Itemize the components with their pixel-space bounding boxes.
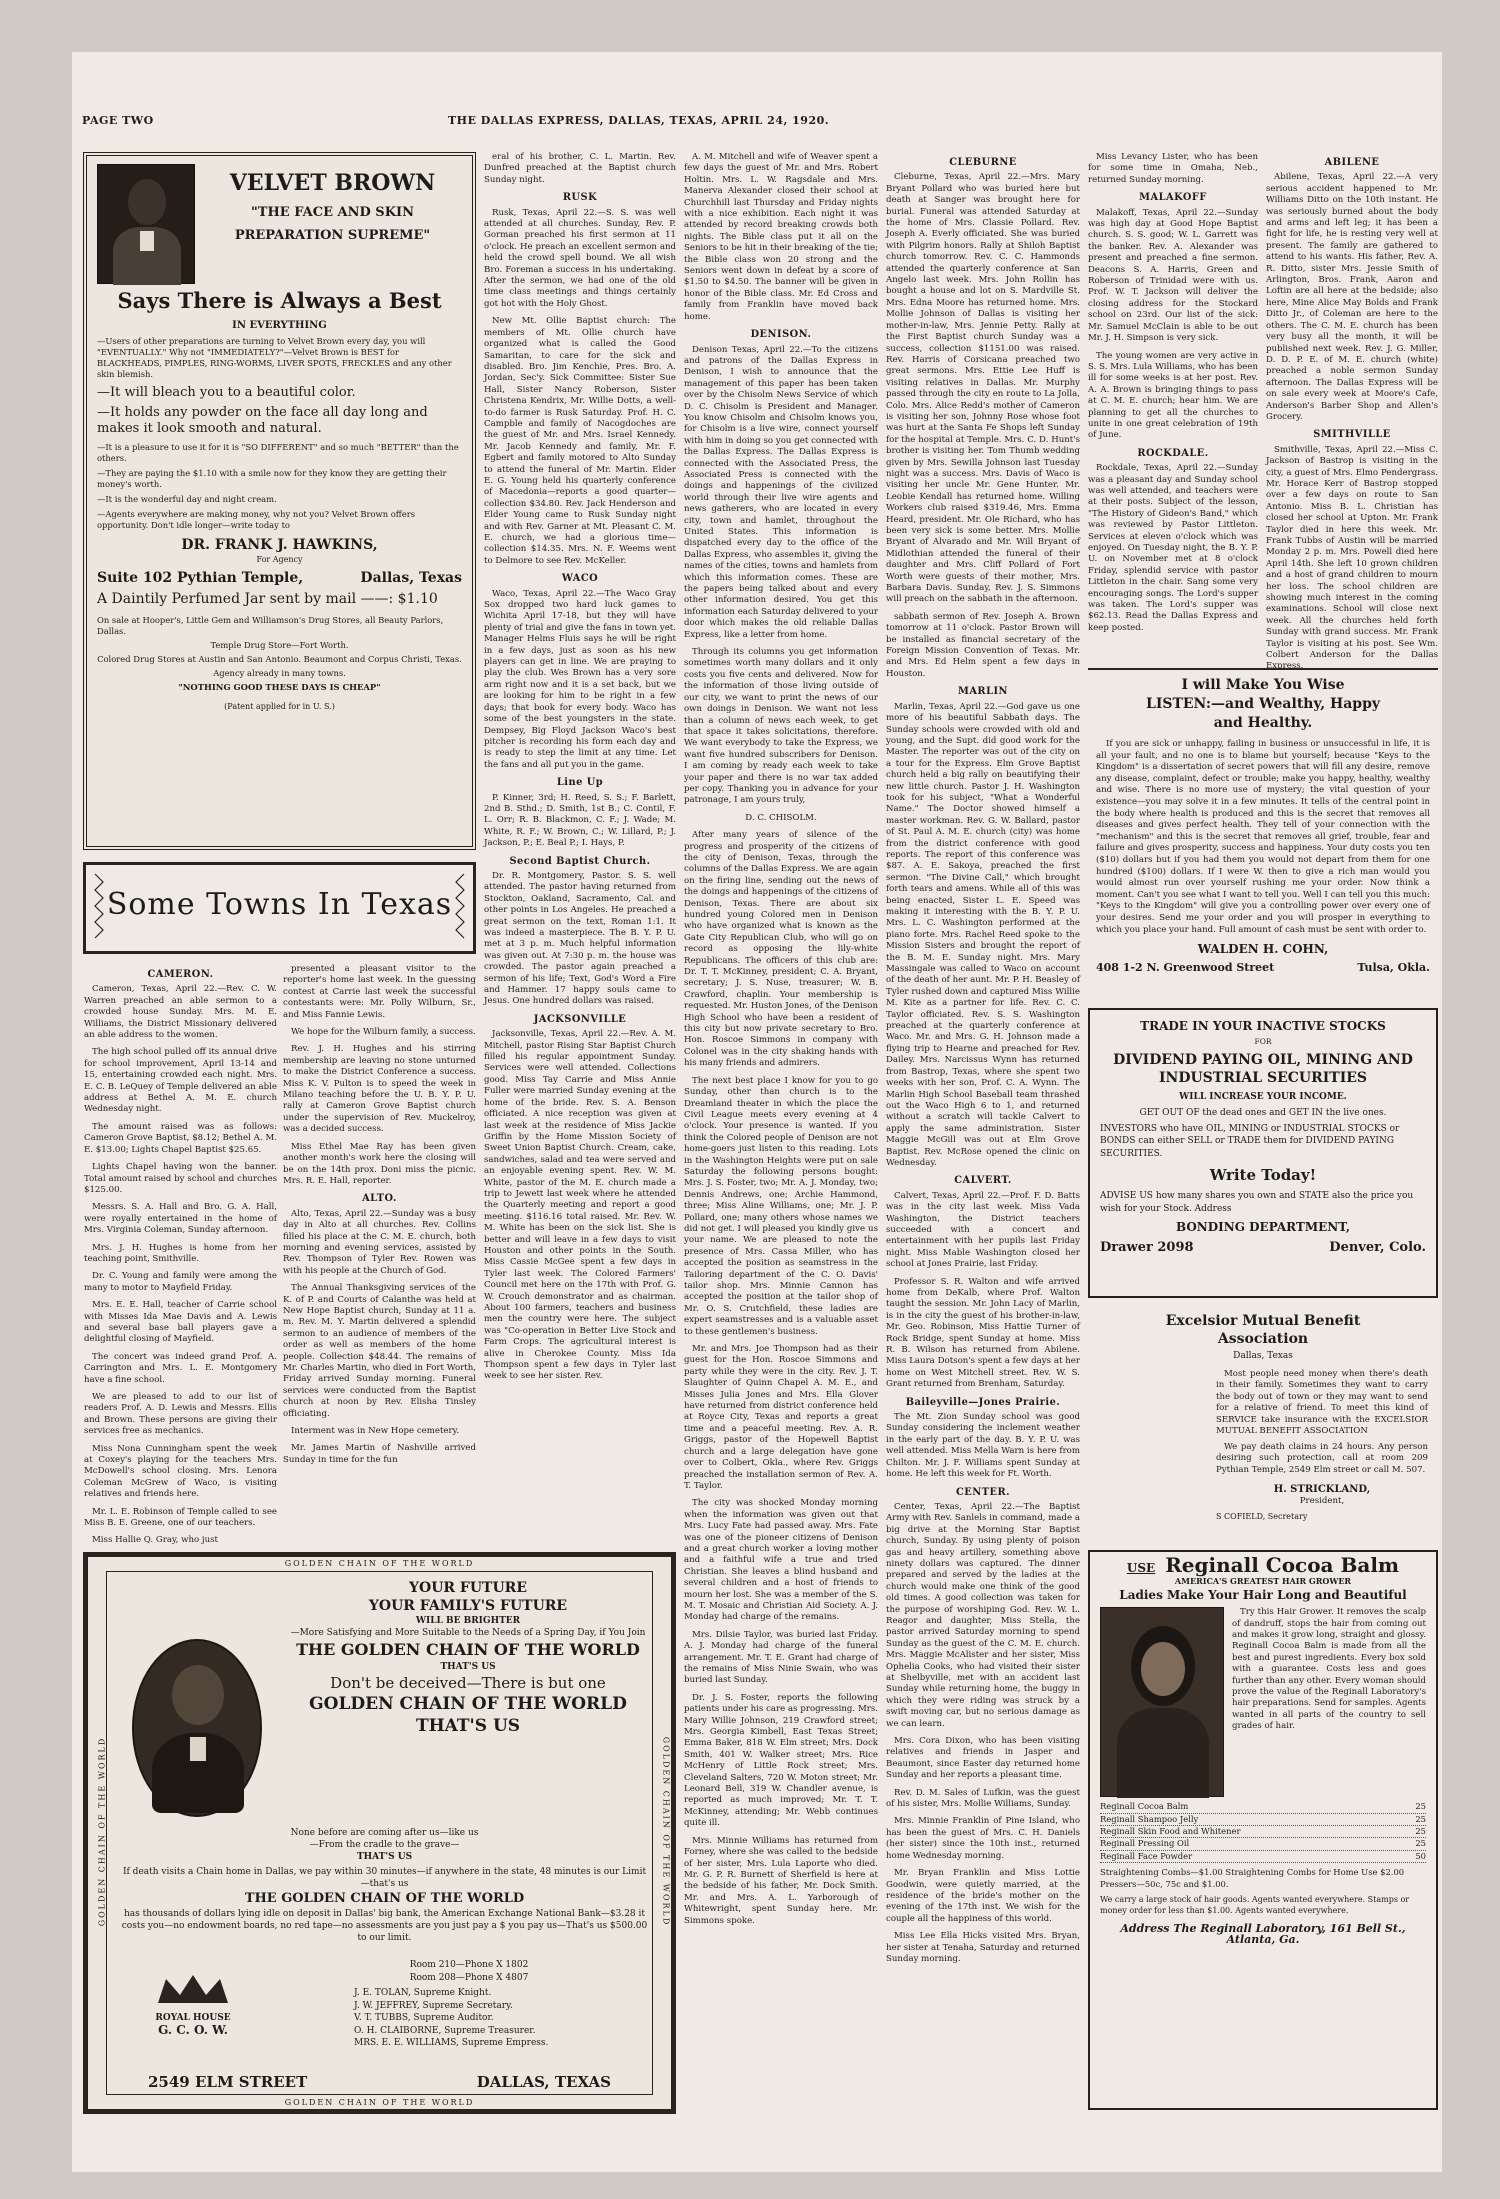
article-text: The concert was indeed grand Prof. A. Carrington and Mrs. L. E. Montgomery have a fine school.	[84, 1351, 277, 1385]
excelsior-ad	[1088, 1306, 1438, 1542]
masthead-line: THE DALLAS EXPRESS, DALLAS, TEXAS, APRIL 24, 1920.	[448, 114, 830, 127]
excelsior-sec: S COFIELD, Secretary	[1216, 1512, 1308, 1521]
gc-officer: J. W. JEFFREY, Supreme Secretary.	[354, 2000, 513, 2011]
gc-frame-bottom: GOLDEN CHAIN OF THE WORLD	[284, 2098, 475, 2107]
heading-malakoff: MALAKOFF	[1139, 192, 1207, 204]
article-text: Miss Levancy Lister, who has been for some time in Omaha, Neb., returned Sunday morning.	[1088, 152, 1258, 185]
article-text: Rusk, Texas, April 22.—S. S. was well attended at all churches. Sunday, Rev. P. Gorman preached his first sermon at 11 o'clock. He preach an excellent sermon and held the crowd spell bound. We all wish Bro. Foreman a success in his undertaking. After the sermon, we had one of the old time class meetings and things certainly got hot with the Holy Ghost.	[484, 207, 676, 309]
article-text: Mr. and Mrs. Joe Thompson had as their guest for the Hon. Roscoe Simmons and party while they were in the city. Rev. J. T. Slaughter of Quinn Chapel A. M. E., and Misses Julia Jones and Mrs. Ella Glover have returned from district conference held at Royce City, Texas and reports a great time and a peaceful meeting. Rev. A. R. Griggs, pastor of the Hopewell Baptist church and a large delegation have gone over to Colbert, Okla., where Rev. Griggs preached the installation sermon of Rev. A. T. Taylor.	[684, 1344, 878, 1491]
stocks-b2: INVESTORS who have OIL, MINING or INDUSTRIAL STOCKS or BONDS can either SELL or TRADE them for DIVIDEND PAYING SECURITIES.	[1100, 1123, 1400, 1159]
price-item: Reginall Pressing Oil	[1100, 1838, 1190, 1849]
cocoa-brand: Reginall Cocoa Balm	[1165, 1553, 1400, 1577]
article-text: Rev. D. M. Sales of Lufkin, was the guest of his sister, Mrs. Mollie Williams, Sunday.	[886, 1787, 1080, 1810]
velvet-slogan: Says There is Always a Best	[117, 288, 442, 313]
velvet-body5: —Agents everywhere are making money, why not you? Velvet Brown offers opportunity. Don't idle longer—write today to	[97, 509, 416, 530]
gc-frame-top: GOLDEN CHAIN OF THE WORLD	[284, 1559, 475, 1568]
gc-frame-right: GOLDEN CHAIN OF THE WORLD	[661, 1736, 671, 1927]
gc-family-future: YOUR FAMILY'S FUTURE	[368, 1598, 568, 1614]
article-text: Calvert, Texas, April 22.—Prof. F. D. Batts was in the city last week. Miss Vada Washington, the District teachers succeeded with a concert and entertainment with her pupils last Friday night. Miss Mable Washington closed her school at Jones Prairie, last Friday.	[886, 1190, 1080, 1270]
velvet-city: Dallas, Texas	[360, 570, 462, 586]
gc-frame-left: GOLDEN CHAIN OF THE WORLD	[97, 1736, 107, 1927]
price-value: 25	[1415, 1813, 1426, 1824]
article-text: eral of his brother, C. L. Martin. Rev. Dunfred preached at the Baptist church Sunday night.	[484, 152, 676, 185]
cocoa-use: USE	[1126, 1561, 1156, 1575]
article-text: P. Kinner, 3rd; H. Reed, S. S.; F. Barlett, 2nd B. Sthd.; D. Smith, 1st B.; C. Contil, F. L. Orr; R. B. Blackmon, C. F.; J. Wade; M. White, R. F.; W. Brown, C.; W. Lillard, P.; J. Jackson, P.; E. Beal P.; I. Hays, P.	[484, 792, 676, 849]
article-text: Dr. C. Young and family were among the many to motor to Mayfield Friday.	[84, 1271, 277, 1293]
heading-calvert: CALVERT.	[954, 1175, 1012, 1187]
column-malakoff-rockdale	[1088, 152, 1258, 662]
article-text: Mrs. E. E. Hall, teacher of Carrie school with Misses Ida Mae Davis and A. Lewis and several base ball players gave a delightful closing of Mayfield.	[84, 1300, 277, 1345]
gc-l4: —More Satisfying and More Suitable to the Needs of a Spring Day, if You Join	[290, 1628, 646, 1638]
heading-abilene: ABILENE	[1324, 157, 1380, 168]
page-number: PAGE TWO	[82, 114, 154, 127]
walden-h1: I will Make You Wise	[1181, 677, 1345, 693]
article-text: Through its columns you get information sometimes worth many dollars and it only costs you five cents and delivered. Now for the information of those living outside of our city, we want to print the news of our own doings in Denison. We want not less than a column of news each week, to get that space it takes solicitations, therefore. We want everybody to take the Express, we want five hundred subscribers for Denison. I am coming by ready each week to take your paper and there is no war tax added per copy. Thanking you in advance for your patronage, I am yours truly,	[684, 647, 878, 806]
article-text: Marlin, Texas, April 22.—God gave us one more of his beautiful Sabbath days. The Sunday schools were crowded with old and young, and the Supt. did good work for the Master. The reporter was out of the city on a tour for the Express. Elm Grove Baptist church held a big rally on beautifying their new little church. Pastor J. H. Washington took for his subject, "What a Wonderful Name." The Doctor showed himself a master workman. Rev. G. W. Ballard, pastor of St. Paul A. M. E. church (city) was home from the district conference with good reports. The report of this conference was $87. A. E. Sakoya, preached the first sermon. "The Divine Call," which brought forth tears and amens. While all of this was being enacted, Sister L. E. Speed was making it interesting with the B. Y. P. U. Mrs. L. C. Washington performed at the piano forte. Mrs. Rachel Reed spoke to the Mission Sisters and brought the report of the B. M. E. Sunday night. Mrs. Mary Massingale was called to Waco on account of the death of her aunt. Mr. P. H. Beasley of Tyler rushed down and captured Miss Willie M. Kite as a partner for life. Rev. C. C. Taylor officiated. Rev. S. S. Washington preached at the quarterly conference at Waco. Mr. and Mrs. G. H. Johnson made a flying trip to Hearne and preached for Rev. Dailey. Mrs. Narcissus Wynn has returned from Bastrop, Texas, where she spent two weeks with her son, Prof. C. A. Wynn. The Marlin High School Baseball team thrashed out the Waco High 6 to 1, and returned without a scratch will tackle Calvert to apply the same administration. Sister Maggie McGill was out at Elm Grove Baptist. Rev. McRose opened the clinic on Wednesday.	[886, 701, 1080, 1168]
article-text: Mrs. Dilsie Taylor, was buried last Friday. A. J. Monday had charge of the funeral arrangement. Mr. T. E. Grant had charge of the remains of Miss Ninie Swain, who was buried last Sunday.	[684, 1629, 878, 1686]
portrait-collar	[140, 231, 154, 251]
gc-thats-us2: THAT'S US	[415, 1716, 521, 1736]
gc-l10: None before are coming after us—like us	[290, 1828, 479, 1838]
towns-title: Some Towns In Texas	[106, 887, 453, 922]
article-text: We hope for the Wilburn family, a success.	[291, 1027, 476, 1038]
walden-cohn-ad	[1088, 668, 1438, 1000]
stocks-b1: GET OUT OF the dead ones and GET IN the live ones.	[1139, 1108, 1387, 1118]
walden-city: Tulsa, Okla.	[1357, 960, 1430, 974]
cocoa-pricelist	[1100, 1801, 1426, 1945]
gc-name1: THE GOLDEN CHAIN OF THE WORLD	[296, 1640, 640, 1659]
velvet-agency: For Agency	[256, 555, 303, 564]
velvet-bleach: —It will bleach you to a beautiful color.	[97, 385, 356, 400]
column-cleburne-marlin	[886, 152, 1080, 2112]
towns-banner	[83, 862, 476, 954]
price-value: 25	[1415, 1838, 1426, 1849]
heading-center: CENTER.	[955, 1486, 1011, 1498]
cocoa-sub: AMERICA'S GREATEST HAIR GROWER	[1174, 1576, 1352, 1587]
column-cameron	[84, 964, 277, 1544]
velvet-body2: —It is a pleasure to use it for it is "SO DIFFERENT" and so much "BETTER" than the others.	[97, 442, 459, 463]
velvet-sub1: "THE FACE AND SKIN	[251, 205, 414, 220]
article-text: Mrs. J. H. Hughes is home from her teaching point, Smithville.	[84, 1242, 277, 1264]
article-text: presented a pleasant visitor to the reporter's home last week. In the guessing contest at Carrie last week the successful contestants were: Mr. Polly Wilburn, Sr., and Miss Fannie Lewis.	[283, 964, 476, 1020]
gc-l14: —that's us	[360, 1879, 409, 1889]
price-value: 25	[1415, 1826, 1426, 1837]
heading-alto: ALTO.	[362, 1193, 397, 1205]
price-value: 50	[1415, 1850, 1426, 1861]
heading-smithville: SMITHVILLE	[1313, 429, 1391, 441]
gc-officer: V. T. TUBBS, Supreme Auditor.	[354, 2013, 494, 2023]
article-text: Center, Texas, April 22.—The Baptist Army with Rev. Sanlels in command, made a big drive at the Morning Star Baptist church, Sunday. By using plenty of poison gas and heavy artillery, something above ninety dollars was captured. The dinner prepared and served by the ladies at the church would make one think of the good old times. A good collection was taken for the purpose of worshiping God. Rev. W. L. Reagor and daughter, Miss Stella, the pastor arrived Saturday morning to spend Sunday as the guest of the C. M. E. church. Mrs. Maggie McAlister and her sister, Miss Ophelia Cooks, who had visited their sister at Shelbyville, met with an accident last Sunday while returning home, the buggy in which they were riding was struck by a swift moving car, but no serious damage as we can learn.	[886, 1501, 1080, 1729]
golden-chain-ad	[83, 1552, 676, 2114]
article-text: Miss Ethel Mae Ray has been given another month's work here the closing will be on the 14th prox. Doni miss the picnic. Mrs. R. E. Hall, reporter.	[283, 1141, 476, 1186]
cocoa-balm-ad	[1088, 1550, 1438, 2110]
heading-jacksonville: JACKSONVILLE	[533, 1013, 627, 1025]
stocks-city: Denver, Colo.	[1329, 1239, 1426, 1255]
gc-l16: has thousands of dollars lying idle on deposit in Dallas' big bank, the American Exchange National Bank—$3.28 it costs you—no endowment boards, no red tape—no assessments are you just pay a $ you pay us—That's us $500.00 to our limit.	[121, 1909, 648, 1943]
article-text: Cleburne, Texas, April 22.—Mrs. Mary Bryant Pollard who was buried here but death at Sanger was brought here for burial. Funeral was attended Saturday at the home of Mrs. Classie Pollard. Rev. Joseph A. Everly officiated. She was buried with Pilgrim honors. Rally at Shiloh Baptist church tomorrow. Rev. C. C. Hammonds attended the quarterly conference at San Angelo last week. Mrs. John Rollin has bought a house and lot on S. Mardville St. Mrs. Edna Moore has returned home. Mrs. Mollie Johnson of Dallas is visiting her mother-in-law, Mrs. Jennie Petty. Rally at the First Baptist church Sunday was a success, collection $1151.00 was raised. Rev. Harris of Corsicana preached two great sermons. Mrs. Ettie Lee Huff is visiting relatives in Dallas. Mr. Murphy passed through the city en route to La Jolla, Colo. Mrs. Alice Redd's mother of Cameron is visiting her son, Johnny Rose whose foot was hurt at the Santa Fe Shops left Sunday for the hospital at Temple. Mrs. C. D. Hunt's brother is visiting her. Tom Thumb wedding given by Mrs. Sewilla Johnson last Tuesday night was a success. Mrs. Davis of Waco is visiting her uncle Mr. Gene Hunter. Mr. Leobie Kendall has returned home. Willing Workers club raised $319.46, Mrs. Emma Heard, president. Mr. Ole Richard, who has been very sick is some better. Mrs. Mollie Bryant of Alvarado and Mr. Will Bryant of Midlothian attended the funeral of their daughter and Mrs. Cliff Pollard of Fort Worth were guests of their mother, Mrs. Barbara Davis. Sunday, Rev. J. S. Simmons will preach on the sabbath in the afternoon.	[886, 172, 1080, 605]
article-text: New Mt. Ollie Baptist church: The members of Mt. Ollie church have organized what is called the Good Samaritan, to care for the sick and disabled. Bro. Jim Kenchie, Pres. Bro. A. Jordan, Sec'y. Sick Committee: Sister Sue Hall, Sister Nancy Roberson, Sister Christena Kendrix, Mr. Willie Dotts, a well-to-do farmer is Rusk Saturday. Prof. H. C. Campble and family of Nacogdoches are the guest of Mr. and Mrs. Israel Kennedy. Mr. Jacob Kennedy and family, Mr. F. Egbert and family motored to Alto Sunday to attend the funeral of Mr. Martin. Elder E. G. Young held his quarterly conference of Macedonia—reports a good quarter—collection $34.80. Rev. Jack Henderson and Elder Young came to Rusk Sunday night and with Rev. Garner at Mt. Pleasant C. M. E. church, we had a glorious time—collection $14.35. Mrs. N. F. Weems went to Delmore to see Rev. McKeller.	[484, 316, 676, 566]
gc-deceived: Don't be deceived—There is but one	[330, 1674, 606, 1692]
article-text: Dr. J. S. Foster, reports the following patients under his care as progressing. Mrs. Mary Willie Johnson, 219 Crawford street; Mrs. Georgia Kimbell, East Texas Street; Emma Baker, 818 W. Elm street; Mrs. Dock Smith, 401 W. Walker street; Mrs. Rice McHenry of Little Rock street; Mrs. Cleveland Salters, 720 W. Moton street; Mr. Leonard Bell, 319 W. Chandler avenue, is reported as much improved; Mr. T. T. McKinney, attending; Mr. Webb continues quite ill.	[684, 1692, 878, 1829]
heading-waco: WACO	[561, 573, 599, 585]
gc-l11: —From the cradle to the grave—	[309, 1840, 460, 1850]
article-text: Messrs. S. A. Hall and Bro. G. A. Hall, were royally entertained in the home of Mrs. Virginia Coleman, Sunday afternoon.	[84, 1202, 277, 1236]
velvet-body1: —Users of other preparations are turning to Velvet Brown every day, you will "EVENTUALLY." Why not "IMMEDIATELY?"—Velvet Brown is BEST for BLACKHEADS, PIMPLES, RING-WORMS, LIVER SPOTS, FRECKLES and any other skin blemish.	[97, 336, 452, 379]
stocks-h1: TRADE IN YOUR INACTIVE STOCKS	[1140, 1019, 1386, 1033]
article-text: After many years of silence of the progress and prosperity of the citizens of the city of Denison, Texas, through the columns of the Dallas Express. We are again on the firing line, sending out the news of the doings and happenings of the citizens of Denison, Texas. There are about six hundred young Colored men in Denison who have organized what is known as the Gate City Republican Club, who will go on record as opposing the lily-white Republicans. The officers of this club are: Dr. T. T. McKinney, president; C. A. Bryant, secretary; J. S. Nuse, treasurer; W. B. Crawford, chaplin. Your membership is requested. Mr. Huston Jones, of the Denison High School who have been a resident of this city but now private secretary to Bro. Hon. Roscoe Simmons in company with Colonel was in the city shaking hands with his many friends and admirers.	[684, 830, 878, 1069]
heading-baileyville: Baileyville—Jones Prairie.	[905, 1396, 1061, 1408]
cocoa-stock: We carry a large stock of hair goods. Agents wanted everywhere. Stamps or money order for less than $1.00. Agents wanted everywhere.	[1100, 1895, 1410, 1916]
velvet-colored: Colored Drug Stores at Austin and San Antonio. Beaumont and Corpus Christi, Texas.	[97, 654, 462, 664]
article-text: Miss Nona Cunningham spent the week at Coxey's playing for the teachers Mrs. McDowell's school closing. Mrs. Lenora Coleman McGrew of Waco, is visiting relatives and friends here.	[84, 1443, 277, 1500]
article-text: Mrs. Minnie Williams has returned from Forney, where she was called to the bedside of her sister, Mrs. Lula Laporte who died. Mr. G. P. R. Burnett of Sherfield is here at the bedside of his father, Mr. Dock Smith. Mr. and Mrs. A. L. Yarborough of Whitewright, spent Sunday here. Mr. Simmons spoke.	[684, 1835, 878, 1926]
velvet-brown-ad	[83, 152, 476, 850]
article-text: The young women are very active in S. S. Mrs. Lula Williams, who has been ill for some weeks is at her post. Rev. A. A. Brown is bringing things to pass at C. M. E. church; hear him. We are planning to get all the churches to unite in one great celebration of 19th of June.	[1088, 350, 1258, 441]
walden-h2: LISTEN:—and Wealthy, Happy	[1145, 696, 1381, 712]
article-text: Rev. J. H. Hughes and his stirring membership are leaving no stone unturned to make the District Conference a success. Miss K. V. Pulton is to speed the week in Milano teaching before the U. B. Y. P. U. rally at Cameron Grove Baptist church under the supervision of Rev. Muckelroy, was a decided success.	[283, 1044, 476, 1135]
gc-name2: GOLDEN CHAIN OF THE WORLD	[309, 1694, 627, 1714]
article-text: sabbath sermon of Rev. Joseph A. Brown tomorrow at 11 o'clock. Pastor Brown will be installed as financial secretary of the Foreign Mission Convention of Texas. Mr. and Mrs. Ed Helm spent a few days in Houston.	[886, 611, 1080, 679]
excelsior-prestitle: President,	[1299, 1495, 1345, 1506]
article-text: Mr. Bryan Franklin and Miss Lottie Goodwin, were quietly married, at the residence of the bride's mother on the evening of the 17th inst. We wish for the couple all the happiness of this world.	[886, 1868, 1080, 1924]
article-text: Rockdale, Texas, April 22.—Sunday was a pleasant day and Sunday school was well attended, and teachers were at their posts. Subject of the lesson, "The History of Gideon's Band," which was reviewed by Pastor Littleton. Services at eleven o'clock which was enjoyed. On Tuesday night, the B. Y. P. U. on November met at 8 o'clock Friday, splendid service with pastor Littleton in the chair. Sang some very encouraging songs. The Lord's supper was taken. The Lord's supper was $62.13. Read the Dallas Express and keep posted.	[1088, 463, 1258, 633]
article-text: Mr. James Martin of Nashville arrived Sunday in time for the fun	[283, 1443, 476, 1465]
article-text: Smithville, Texas, April 22.—Miss C. Jackson of Bastrop is visiting in the city, a guest of Mrs. Elmo Pendergrass. Mr. Horace Kerr of Bastrop stopped over a few days on route to San Antonio. Miss B. L. Christian has closed her school at Upton. Mr. Frank Taylor died in here this week. Mr. Frank Tubbs of Austin will be married Monday 2 p. m. Mrs. Powell died here April 14th. She left 10 grown children and a host of grand children to mourn her loss. The school children are showing much interest in the coming examinations. School will close next week. All the churches held forth Sunday with grand success. Mr. Frank Taylor is visiting at his post. See Wm. Colbert Anderson for the Dallas Express.	[1266, 444, 1438, 672]
stocks-dept: BONDING DEPARTMENT,	[1175, 1220, 1351, 1234]
article-text: We are pleased to add to our list of readers Prof. A. D. Lewis and Messrs. Ellis and Brown. These persons are giving their services free as mechanics.	[84, 1392, 277, 1437]
article-text: Mrs. Minnie Franklin of Pine Island, who has been the guest of Mrs. C. H. Daniels (her sister) since the 10th inst., returned home Wednesday morning.	[886, 1816, 1080, 1861]
walden-address: 408 1-2 N. Greenwood Street	[1096, 960, 1275, 974]
article-text: Denison Texas, April 22.—To the citizens and patrons of the Dallas Express in Denison, I wish to announce that the management of this paper has been taken over by the Chisolm News Service of which D. C. Chisolm is President and Manager. You know Chisolm and Chisolm knows you, for Chisolm is a live wire, connect yourself with him in doing so you get connected with the Dallas Express. The Dallas Express is connected with the Associated Press, the Associated Press is connected with the doings and happenings of the civilized world through their live wire agents and news gatherers, who are located in every city, town and hamlet, throughout the United States. This information is dispatched every day to the office of the Dallas Express, who assembles it, giving the names of the cities, towns and hamlets from which this information comes. These are the papers being talked about and every other information desired. You get this information each Saturday delivered to your door which makes the old reliable Dallas Express, like a letter from home.	[684, 344, 878, 640]
portrait-head	[128, 179, 166, 225]
velvet-in-everything: IN EVERYTHING	[232, 320, 327, 331]
price-item: Reginall Shampoo Jelly	[1100, 1813, 1199, 1824]
price-value: 25	[1415, 1801, 1426, 1812]
heading-second-baptist: Second Baptist Church.	[509, 855, 651, 867]
heading-marlin: MARLIN	[957, 686, 1008, 698]
gc-brighter: WILL BE BRIGHTER	[415, 1616, 521, 1626]
velvet-sale: On sale at Hooper's, Little Gem and Williamson's Drug Stores, all Beauty Parlors, Dallas.	[97, 615, 444, 636]
velvet-body3: —They are paying the $1.10 with a smile now for they know they are getting their money's worth.	[97, 468, 447, 489]
crown-icon	[138, 1969, 248, 2009]
heading-cameron: CAMERON.	[147, 969, 214, 980]
velvet-jar-price: A Daintily Perfumed Jar sent by mail ——: $1.10	[97, 591, 438, 607]
article-text: Miss Hallie Q. Gray, who just	[92, 1535, 218, 1546]
gc-officer: J. E. TOLAN, Supreme Knight.	[354, 1988, 492, 1998]
velvet-nothing: "NOTHING GOOD THESE DAYS IS CHEAP"	[178, 682, 381, 692]
signature-chisolm: D. C. CHISOLM.	[745, 812, 817, 823]
price-item: Reginall Face Powder	[1100, 1850, 1193, 1861]
column-rusk-waco	[484, 152, 676, 1544]
walden-name: WALDEN H. COHN,	[1197, 942, 1329, 957]
walden-body: If you are sick or unhappy, failing in business or unsuccessful in life, it is all your fault, and no one is to blame but yourself; because "Keys to the Kingdom" is a dissertation of secret powers that will fill any desire, remove any disease, complaint, defect or trouble; make you happy, healthy, wealthy and wise. There is no more use of mystery; the vital question of your existence—you may solve it in a few minutes. It tells of the central point in the body where health is produced and this is the secret that removes all diseases and gives perfect health. They tell of your connection with the "mechanism" and this is the secret that removes all grief, trouble, fear and failure and gives prosperity, success and happiness. Your duty costs you ten ($10) dollars but if you had them you would not depart from them for one hundred ($100) dollars. If I were W. then to give a rich man would you would almost run over yourself rushing me your order. Now think a moment. Can't you see what I want to tell you. Well I can tell you this much: "Keys to the Kingdom" will give you a controlling power over every one of your desires. Send me your order and you will prosper in everything to which you place your hand. Full amount of cash must be sent with order to.	[1096, 739, 1430, 935]
heading-rusk: RUSK	[562, 192, 598, 204]
article-text: Alto, Texas, April 22.—Sunday was a busy day in Alto at all churches. Rev. Collins filled his place at the C. M. E. church, both morning and evening services, assisted by Rev. Thompson of Tyler Rev. Rowen was with his people at the Church of God.	[283, 1208, 476, 1276]
gc-officer: O. H. CLAIBORNE, Supreme Treasurer.	[354, 2025, 536, 2036]
article-text: The Annual Thanksgiving services of the K. of P. and Courts of Calanthe was held at New Hope Baptist church, Sunday at 11 a. m. Rev. M. Y. Martin delivered a splendid sermon to an audience of members of the order as well as members of the home people. Collection $48.44. The remains of Mr. Charles Martin, who died in Fort Worth, Friday arrived Sunday morning. Funeral services were conducted from the Baptist church at noon by Rev. Elisha Tinsley officiating.	[283, 1283, 476, 1419]
velvet-body4: —It is the wonderful day and night cream.	[97, 494, 277, 504]
velvet-agency2: Agency already in many towns.	[213, 668, 346, 678]
velvet-suite: Suite 102 Pythian Temple,	[97, 570, 304, 586]
walden-h3: and Healthy.	[1213, 715, 1313, 731]
stocks-write: Write Today!	[1209, 1166, 1317, 1184]
gc-room2: Room 208—Phone X 4807	[409, 1972, 529, 1983]
article-text: Abilene, Texas, April 22.—A very serious accident happened to Mr. Williams Ditto on the 10th instant. He was seriously burned about the body and arms and left leg; it has been a fight for life, he is resting very well at present. The family are gathered to attend to his wants. His father, Rev. A. R. Ditto, sister Mrs. Jessie Smith of Arlington, Bros. Frank, Aaron and Loftin are all here at the bedside; also here, Mine Alice May Bolds and Frank Ditto Jr., of Coleman are here to the others. The C. M. E. church has been very busy all the month, it will be published next week. Rev. J. G. Miller, D. D. P. E. of M. E. church (white) preached a noble sermon Sunday afternoon. The Dallas Express will be on sale every week at Moore's Cafe, Anderson's Barber Shop and Allen's Grocery.	[1266, 172, 1438, 422]
article-text: Professor S. R. Walton and wife arrived home from DeKalb, where Prof. Walton taught the session. Mr. John Lacy of Marlin, is in the city the guest of his brother-in-law, Mr. Geo. Robinson, Miss Hattie Turner of Rock Bridge, spent Sunday at home. Miss R. B. Wilson has returned from Abilene. Miss Laura Dotson's spent a few days at her home on West Mitchell street. Rev. W. S. Grant returned from Brenham, Saturday.	[886, 1276, 1080, 1390]
column-denison	[684, 152, 878, 2112]
excelsior-body: Most people need money when there's death in their family. Sometimes they want to carry the body out of town or they may want to send for a relative of friend. To meet this kind of SERVICE take insurance with the EXCELSIOR MUTUAL BENEFIT ASSOCIATION	[1216, 1368, 1428, 1436]
article-text: Waco, Texas, April 22.—The Waco Gray Sox dropped two hard luck games to Wichita April 17-18, but they will have plenty of trial and give the fans in town yet. Manager Helms Fluis says he will be right in a few days, just as soon as his new players can get in line. We are praying to play the club. Wes Brown has a very sore arm right now and it is a set back, but we are looking for him to be right in a few days; that book for every body. Waco has some of the best youngsters in the state. Dempsey, Big Floyd Jackson Waco's best pitcher is recording his form each day and is ready to step the limit at any time. Let the fans and all put you in the game.	[484, 588, 676, 770]
gc-street: 2549 ELM STREET	[148, 2073, 308, 2091]
article-text: The amount raised was as follows: Cameron Grove Baptist, $8.12; Bethel A. M. E. $13.00; Lights Chapel Baptist $25.65.	[84, 1121, 277, 1155]
velvet-patent: (Patent applied for in U. S.)	[224, 702, 335, 711]
article-text: The Mt. Zion Sunday school was good Sunday considering the inclement weather in the early part of the day. B. Y. P. U. was well attended. Miss Mella Warn is here from Chilton. Mr. J. F. Williams spent Sunday at home. He left this week for Ft. Worth.	[886, 1412, 1080, 1480]
velvet-temple: Temple Drug Store—Fort Worth.	[210, 640, 349, 650]
velvet-title: VELVET BROWN	[229, 170, 436, 196]
stocks-drawer: Drawer 2098	[1100, 1239, 1194, 1255]
excelsior-h1: Excelsior Mutual Benefit	[1165, 1313, 1361, 1329]
article-text: Miss Lee Ella Hicks visited Mrs. Bryan, her sister at Tenaha, Saturday and returned Sunday morning.	[886, 1931, 1080, 1964]
article-text: Cameron, Texas, April 22.—Rev. C. W. Warren preached an able sermon to a crowded house Sunday. Mrs. M. E. Williams, the District Missionary delivered an able address to the women.	[84, 984, 277, 1041]
gc-city: DALLAS, TEXAS	[476, 2073, 611, 2091]
velvet-powder: —It holds any powder on the face all day long and makes it look smooth and natural.	[97, 405, 428, 436]
article-text: Mr. L. E. Robinson of Temple called to see Miss B. E. Greene, one of our teachers.	[84, 1506, 277, 1529]
cocoa-headline: Ladies Make Your Hair Long and Beautiful	[1119, 1587, 1407, 1602]
gc-l12: THAT'S US	[356, 1852, 413, 1862]
heading-rockdale: ROCKDALE.	[1137, 447, 1209, 459]
heading-lineup: Line Up	[556, 777, 604, 789]
stocks-b3: ADVISE US how many shares you own and STATE also the price you wish for your Stock. Address	[1100, 1191, 1414, 1214]
cocoa-combs: Straightening Combs—$1.00 Straightening Combs for Home Use $2.00	[1100, 1867, 1405, 1878]
gc-name3: THE GOLDEN CHAIN OF THE WORLD	[244, 1891, 525, 1906]
price-item: Reginall Skin Food and Whitener	[1100, 1826, 1241, 1837]
royal-house-logo	[138, 1969, 248, 2049]
heading-cleburne: CLEBURNE	[949, 157, 1017, 168]
gc-your-future: YOUR FUTURE	[409, 1580, 527, 1596]
stocks-h2: DIVIDEND PAYING OIL, MINING AND INDUSTRIAL SECURITIES	[1113, 1051, 1413, 1086]
stocks-ad	[1088, 1008, 1438, 1298]
stocks-h3: WILL INCREASE YOUR INCOME.	[1179, 1091, 1347, 1102]
woman-portrait	[1100, 1607, 1224, 1797]
article-text: Jacksonville, Texas, April 22.—Rev. A. M. Mitchell, pastor Rising Star Baptist Church filled his regular appointment Sunday. Services were well attended. Collections good. Miss Tay Carrie and Miss Annie Fuller were married Sunday evening at the home of the bride. Rev. S. A. Benson officiated. A nice reception was given at last week at the residence of Miss Jackie Griffin by the Home Mission Society of Sweet Union Baptist Church. Cream, cake, sandwiches, salad and tea were served and an enjoyable evening spent. Rev. W. M. White, pastor of the M. E. church made a trip to Jewett last week where he attended the Quarterly meeting and report a good meeting. $116.16 total raised. Mr. Rev. W. M. White has been on the sick list. She is better and will leave in a few days to visit Houston and other points in the South. Miss Cassie McGee spent a few days in Tyler last week. The Colored Farmers' Council met here on the 17th with Prof. G. W. Crouch demonstrator and as chairman. About 100 farmers, teachers and business men the country were here. The subject was "Co-operation in Better Live Stock and Farm Crops. The agricultural interest is alive in Cherokee County. Miss Ida Thompson spent a few days in Tyler last week to see her sister. Rev.	[484, 1029, 676, 1382]
column-abilene-smithville	[1266, 152, 1438, 672]
gc-officer: MRS. E. E. WILLIAMS, Supreme Empress.	[354, 2038, 549, 2048]
excelsior-h2: Association	[1217, 1331, 1309, 1347]
article-text: Dr. R. Montgomery, Pastor. S. S. well attended. The pastor having returned from Stockton, Oakland, Sacramento, Cal. and other points in Los Angeles. He preached a great sermon on the text, Roman 1:1. It was indeed a masterpiece. The B. Y. P. U. met at 3 p. m. Much helpful information was given out. At 7:30 p. m. the house was crowded. The pastor again preached a sermon of his life; Text, God's Word a Fire and Hammer. 17 happy souls came to Jesus. One hundred dollars was raised.	[484, 870, 676, 1007]
portrait-photo	[97, 164, 195, 284]
excelsior-city: Dallas, Texas	[1233, 1351, 1293, 1361]
gc-l13: If death visits a Chain home in Dallas, we pay within 30 minutes—if anywhere in the state, 48 minutes is our Limit	[122, 1867, 647, 1877]
cocoa-pressers: Pressers—50c, 75c and $1.00.	[1100, 1878, 1229, 1889]
price-item: Reginall Cocoa Balm	[1100, 1801, 1189, 1812]
velvet-agent: DR. FRANK J. HAWKINS,	[181, 537, 378, 553]
article-text: The next best place I know for you to go Sunday, other than church is to the Dreamland theater in which the place the Civil League meets every evening at 4 o'clock. Your presence is wanted. If you think the Colored people of Denison are not home-goers just listen to this reading. Lots in the Washington Heights were put on sale Saturday the following persons bought: Mrs. J. S. Foster, two; Mr. A. J. Monday, two; Dennis Andrews, one; Archie Hammond, three; Miss Aline Williams, one; Mr. J. P. Pollard, one; many others whose names we did not get. I will pleased you kindly give us your name. We are pleased to note the presence of Mrs. Cassa Miller, who has accepted the position as seamstress in the Tailoring department of the C. O. Davis' tailor shop. Mrs. Minnie Cannon has accepted the position at the tailor shop of Mr. O. S. Crutchfield, these ladies are expert seamstresses and is a valuable asset to these gentlemen's business.	[684, 1075, 878, 1337]
cocoa-body: Try this Hair Grower. It removes the scalp of dandruff, stops the hair from coming out and makes it grow long, straight and glossy. Reginall Cocoa Balm is made from all the best and purest ingredients. Every box sold with a guarantee. Costs less and goes further than any other. Every woman should prove the value of the Reginall Laboratory's hair preparations. Send for samples. Agents wanted in all parts of the country to sell grades of hair.	[1232, 1607, 1426, 1732]
article-text: The high school pulled off its annual drive for school improvement, April 13-14 and 15, entertaining crowded each night. Mrs. E. C. B. LeQuey of Temple delivered an able address at Bethel A. M. E. church Wednesday night.	[84, 1047, 277, 1115]
cocoa-address: Address The Reginall Laboratory, 161 Bell St., Atlanta, Ga.	[1120, 1921, 1406, 1947]
gc-portrait	[132, 1639, 262, 1817]
gc-thats-us1: THAT'S US	[440, 1662, 496, 1672]
article-text: Mrs. Cora Dixon, who has been visiting relatives and friends in Jasper and Beaumont, since Easter day returned home Sunday and her reports a pleasant time.	[886, 1736, 1080, 1781]
article-text: A. M. Mitchell and wife of Weaver spent a few days the guest of Mr. and Mrs. Robert Holtin. Mrs. L. W. Ragsdale and Mrs. Manerva Alexander closed their school at Churchhill last Thursday and Friday nights with a nice exhibition. Each night it was attended by record breaking crowds both nights. The Bible class put it all on the Seniors to be hit in their breaking of the tie; the Bible class won 20 strong and the Seniors went down in defeat by a score of $1.50 to $4.50. The banner will be given in honor of the Bible class. Mr. Ed Cross and family from Franklin have moved back home.	[684, 152, 878, 322]
logo-text1: ROYAL HOUSE	[155, 2013, 231, 2023]
article-text: Malakoff, Texas, April 22.—Sunday was high day at Good Hope Baptist church. S. S. good; W. L. Garrett was the banker. Rev. A. Alexander was present and preached a fine sermon. Deacons S. A. Harris, Green and Roberson of Trinidad were with us. Prof. W. T. Jackson will deliver the closing address for the Stockard school on 23rd. Our list of the sick: Mr. Samuel McClain is able to be out Mr. J. H. Simpson is very sick.	[1088, 207, 1258, 344]
page-header	[78, 110, 1438, 134]
article-text: Interment was in New Hope cemetery.	[291, 1426, 460, 1437]
article-text: Lights Chapel having won the banner. Total amount raised by school and churches $125.00.	[84, 1162, 277, 1195]
article-text: The city was shocked Monday morning when the information was given out that Mrs. Lucy Fate had passed away. Mrs. Fate was one of the pioneer citizens of Denison and a great church worker a loving mother and a faithful wife a true and tried Christian. She leaves a blind husband and several children and a host of friends to mourn her lost. She was a member of the S. M. T. Mosaic and Christian Aid Society. A. J. Monday had charge of the remains.	[684, 1498, 878, 1623]
excelsior-pres: H. STRICKLAND,	[1273, 1484, 1371, 1495]
logo-text2: G. C. O. W.	[158, 2023, 228, 2037]
column-alto	[283, 964, 476, 1544]
heading-denison: DENISON.	[750, 329, 812, 341]
gc-room1: Room 210—Phone X 1802	[409, 1960, 529, 1970]
excelsior-b2: We pay death claims in 24 hours. Any person desiring such protection, call at room 209 Pythian Temple, 2549 Elm street or call M. 507.	[1216, 1441, 1428, 1475]
velvet-sub2: PREPARATION SUPREME"	[234, 228, 431, 243]
stocks-for: FOR	[1254, 1037, 1272, 1046]
